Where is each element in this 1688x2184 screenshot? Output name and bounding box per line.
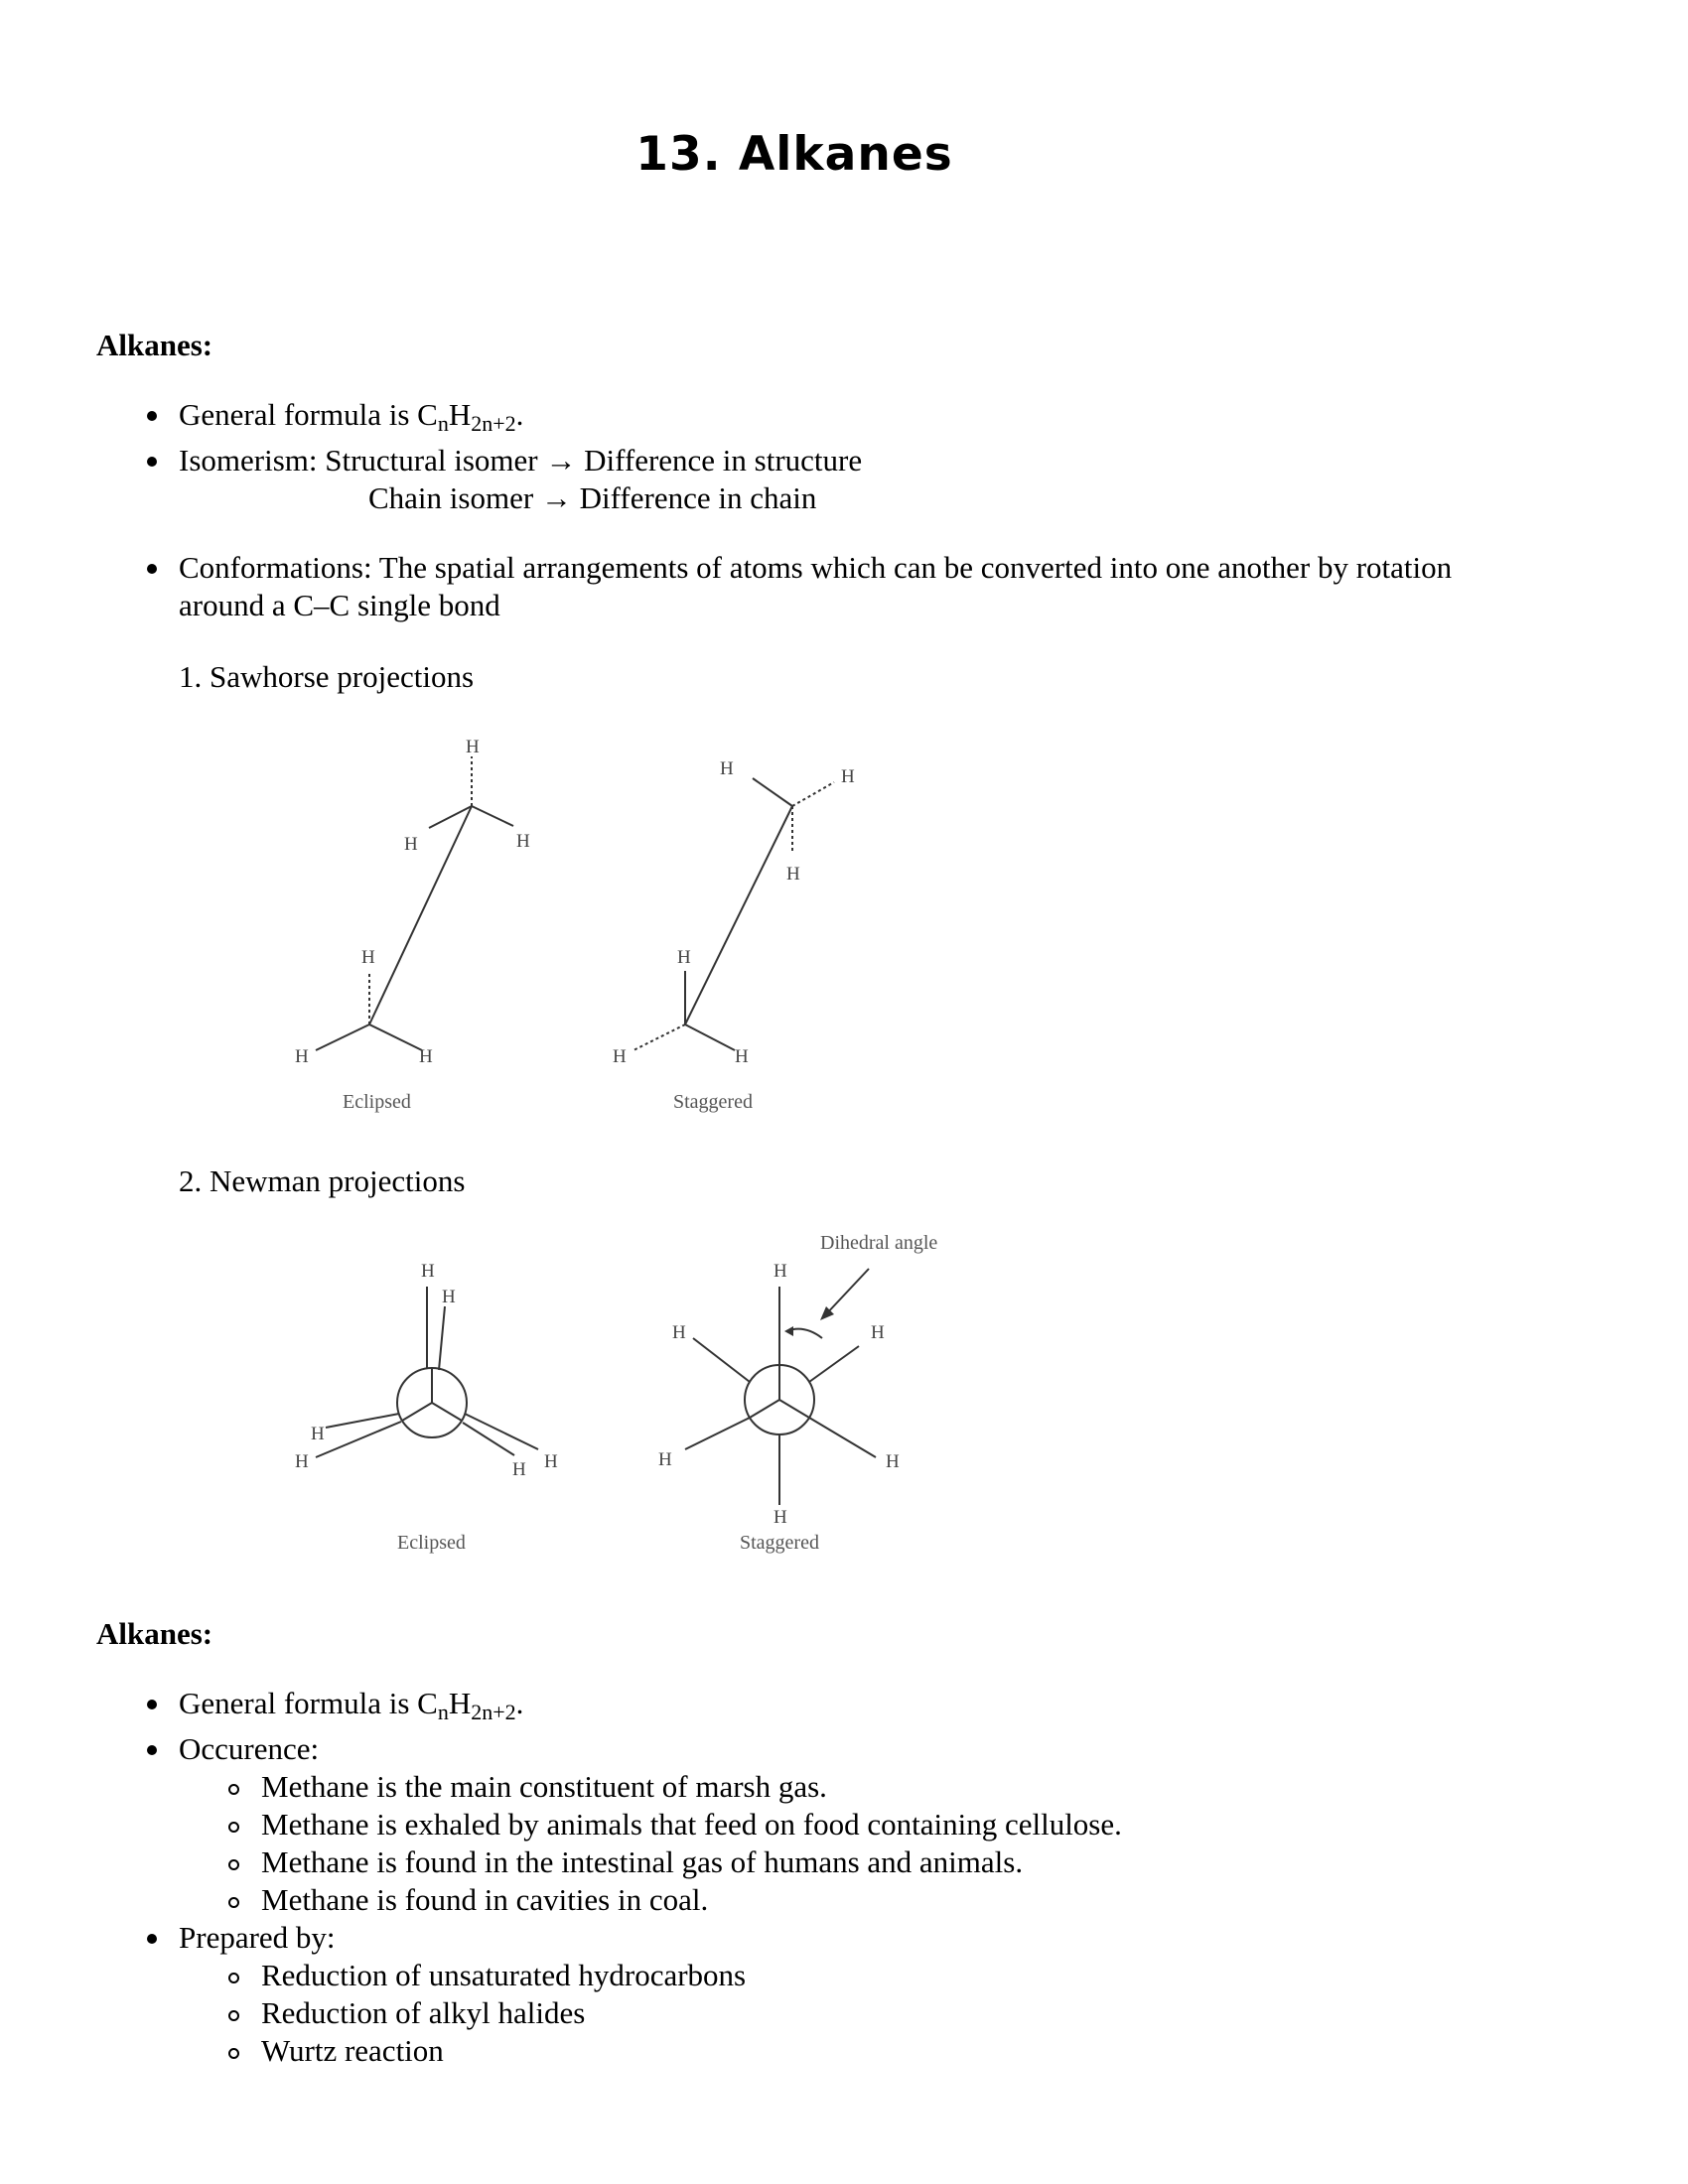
atom-label: H	[774, 1507, 787, 1528]
general-formula-line-2	[179, 1686, 524, 1724]
chain-isomer-line: Chain isomer → Difference in chain	[368, 480, 817, 515]
newman-eclipsed	[316, 1287, 538, 1457]
atom-label: H	[841, 766, 855, 787]
list-item: Reduction of alkyl halides	[261, 1995, 586, 2030]
sub-bullet	[228, 1897, 239, 1908]
atom-label: H	[442, 1287, 456, 1307]
atom-label: H	[466, 737, 480, 757]
conformations-line-2: around a C–C single bond	[179, 588, 500, 622]
section-heading-alkanes-2: Alkanes:	[96, 1616, 213, 1651]
formula-sub-2n2: 2n+2	[471, 1700, 516, 1724]
section-heading-alkanes-1: Alkanes:	[96, 328, 213, 362]
bullet	[147, 1745, 157, 1755]
bullet	[147, 564, 157, 574]
atom-label: H	[404, 834, 418, 855]
page-title: 13. Alkanes	[635, 127, 953, 182]
list-item: Methane is found in the intestinal gas of humans and animals.	[261, 1844, 1024, 1879]
sub-bullet	[228, 1822, 239, 1833]
atom-label: H	[421, 1261, 435, 1282]
bullet	[147, 457, 157, 467]
formula-sub-n: n	[437, 411, 449, 436]
occurence-label: Occurence:	[179, 1731, 320, 1766]
atom-label: H	[677, 947, 691, 968]
sawhorse-heading: 1. Sawhorse projections	[179, 659, 475, 694]
newman-staggered	[685, 1269, 876, 1505]
sawhorse-staggered	[633, 778, 834, 1050]
sub-bullet	[228, 1784, 239, 1795]
atom-label: H	[512, 1459, 526, 1480]
formula-prefix: General formula is C	[179, 397, 438, 432]
atom-label: H	[871, 1322, 885, 1343]
list-item: Wurtz reaction	[261, 2033, 444, 2068]
atom-label: H	[311, 1424, 325, 1444]
prepared-label: Prepared by:	[179, 1920, 336, 1955]
list-item: Methane is exhaled by animals that feed on food containing cellulose.	[261, 1807, 1122, 1842]
formula-h: H	[448, 397, 472, 432]
atom-label: H	[658, 1449, 672, 1470]
conformations-line-1: Conformations: The spatial arrangements of atoms which can be converted into one another by rotation	[179, 550, 1453, 585]
formula-prefix: General formula is C	[179, 1686, 438, 1720]
formula-end: .	[515, 397, 524, 432]
isomerism-line: Isomerism: Structural isomer → Difference in structure	[179, 443, 863, 478]
atom-label: H	[774, 1261, 787, 1282]
formula-end: .	[515, 1686, 524, 1720]
dihedral-angle-label: Dihedral angle	[820, 1232, 938, 1254]
sawhorse-staggered-caption: Staggered	[673, 1091, 753, 1113]
newman-heading: 2. Newman projections	[179, 1163, 466, 1198]
list-item: Methane is the main constituent of marsh gas.	[261, 1769, 827, 1804]
atom-label: H	[786, 864, 800, 885]
sub-bullet	[228, 1859, 239, 1870]
newman-eclipsed-caption: Eclipsed	[397, 1532, 466, 1554]
newman-staggered-caption: Staggered	[740, 1532, 819, 1554]
atom-label: H	[419, 1046, 433, 1067]
formula-sub-n: n	[437, 1700, 449, 1724]
atom-label: H	[672, 1322, 686, 1343]
atom-label: H	[361, 947, 375, 968]
atom-label: H	[886, 1451, 900, 1472]
sawhorse-projection-figure	[278, 715, 914, 1132]
sub-bullet	[228, 2010, 239, 2021]
sub-bullet	[228, 2048, 239, 2059]
sub-bullet	[228, 1973, 239, 1983]
general-formula-line	[179, 397, 524, 436]
atom-label: H	[295, 1046, 309, 1067]
atom-label: H	[735, 1046, 749, 1067]
newman-projection-figure	[278, 1219, 993, 1576]
atom-label: H	[720, 758, 734, 779]
atom-label: H	[516, 831, 530, 852]
sawhorse-eclipsed	[316, 756, 513, 1050]
bullet	[147, 411, 157, 421]
formula-h: H	[448, 1686, 472, 1720]
bullet	[147, 1934, 157, 1944]
atom-label: H	[295, 1451, 309, 1472]
list-item: Methane is found in cavities in coal.	[261, 1882, 709, 1917]
list-item: Reduction of unsaturated hydrocarbons	[261, 1958, 747, 1992]
bullet	[147, 1700, 157, 1709]
atom-label: H	[613, 1046, 627, 1067]
sawhorse-eclipsed-caption: Eclipsed	[343, 1091, 411, 1113]
formula-sub-2n2: 2n+2	[471, 411, 516, 436]
atom-label: H	[544, 1451, 558, 1472]
